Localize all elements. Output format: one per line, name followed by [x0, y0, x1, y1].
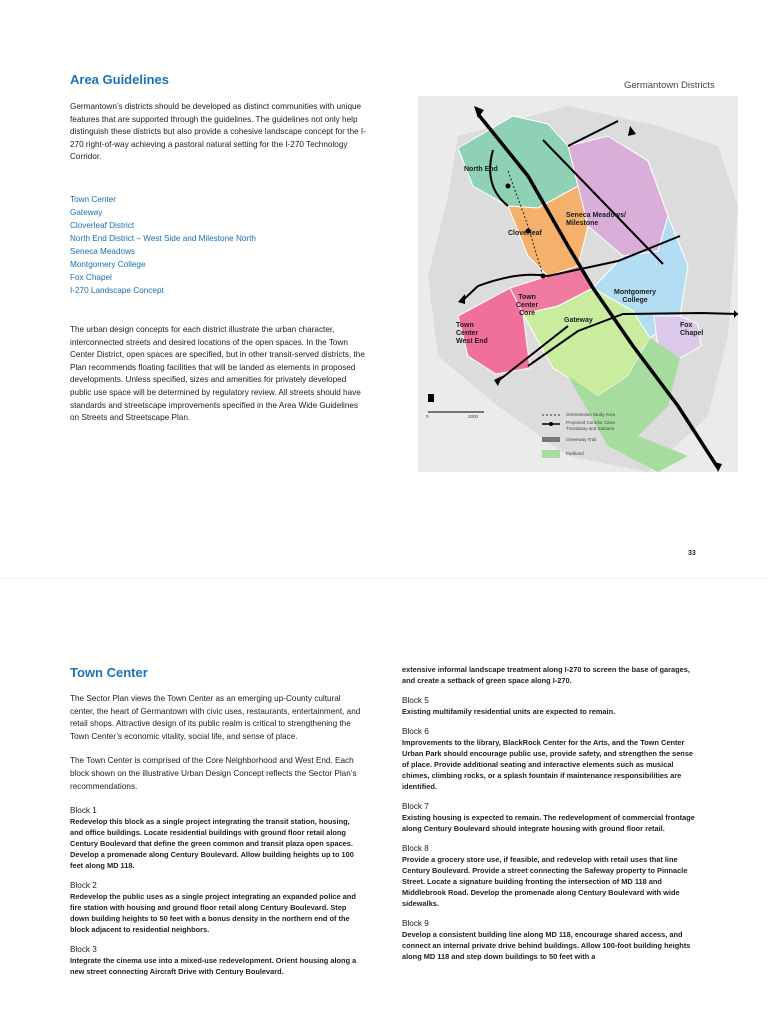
label-fox-chapel: [680, 322, 703, 338]
block-8-text: Provide a grocery store use, if feasible, and redevelop with retail uses that line Century Boulevard. Provide a street connecting the Safeway property to Pinnacle Street. Locate a signature building fronting the intersection of MD 118 and Middlebrook Road. Develop the promenade along Century Boulevard with wide sidewalks.: [402, 855, 688, 908]
label-college-line1: Montgomery: [614, 289, 656, 296]
transit-station: [541, 274, 546, 279]
legend-greenway: Greenway Trail: [566, 437, 597, 442]
label-seneca-line1: Seneca Meadows/: [566, 212, 626, 219]
germantown-districts-map: [418, 76, 738, 472]
scale-label-2000: 2000: [468, 414, 479, 419]
link-i270-landscape[interactable]: I-270 Landscape Concept: [70, 286, 164, 295]
link-north-end[interactable]: North End District – West Side and Milestone North: [70, 234, 256, 243]
transit-station: [506, 184, 511, 189]
legend-transit: Proposed Corridor Cities: [566, 420, 616, 425]
label-west-line2: Center: [456, 330, 479, 337]
label-college-line2: College: [622, 297, 648, 304]
block-3-label: Block 3: [70, 945, 97, 955]
page-34: [0, 580, 768, 1024]
block-7-text: Existing housing is expected to remain. The redevelopment of commercial frontage along Century Boulevard should integrate housing with ground floor retail.: [402, 813, 695, 833]
north-arrow-symbol: [428, 394, 434, 402]
label-montgomery-college: [614, 289, 656, 305]
body-paragraph: The urban design concepts for each district illustrate the urban character, interconnected streets and desired locations of the open spaces. In the Town Center District, open spaces are specified, but in other transit-served districts, the Plan recommends floating facilities that will be landed as elements in proposed developments. Unless specified, sizes and amenities for privately developed public use space will be determined by regulatory review. All streets should have standards and streetscape improvements specified in the Area Wide Guidelines on Streets and Streetscape Plan.: [70, 325, 365, 423]
link-montgomery-college[interactable]: Montgomery College: [70, 260, 146, 269]
label-core-line3: Core: [519, 310, 536, 317]
label-west-line3: West End: [456, 338, 488, 345]
block-3-text: Integrate the cinema use into a mixed-use redevelopment. Orient housing along a new street connecting Aircraft Drive with Century Boulevard.: [70, 956, 357, 977]
label-town-center-core: [516, 294, 538, 318]
link-town-center[interactable]: Town Center: [70, 195, 116, 204]
legend-station-dot: [549, 422, 553, 426]
block-6-text: Improvements to the library, BlackRock Center for the Arts, and the Town Center Urban Park should encourage public use, provide safety, and strengthen the sense of place. Provide additional seating and interactive elements such as musical chimes, climbing rocks, or a splash fountain if maintenance responsibilities are identified.: [402, 738, 694, 791]
block-2-text: Redevelop the public uses as a single project integrating an expanded police and fire station with housing and ground floor retail along Century Boulevard. Step down building heights to 50 feet with a bonus density in the northern end of the block adjacent to residential neighbors.: [70, 892, 356, 935]
block-9-label: Block 9: [402, 919, 429, 928]
block-6-label: Block 6: [402, 727, 429, 736]
intro-paragraph: Germantown’s districts should be developed as distinct communities with unique features that are supported through the guidelines. The guidelines not only help distinguish these districts but also provide a cohesive landscape concept for the I-270 right-of-way achieving a pastoral natural setting for the I-270 Technology Corridor.: [70, 102, 366, 162]
block-7-label: Block 7: [402, 802, 429, 811]
block-4-continuation: extensive informal landscape treatment along I-270 to screen the base of garages, and create a setback of green space along I-270.: [402, 665, 690, 685]
district-link-list: [70, 193, 370, 297]
label-seneca-line2: Milestone: [566, 220, 599, 227]
legend-stations: Transitway and Stations: [566, 426, 614, 431]
label-cloverleaf: Cloverleaf: [508, 230, 542, 237]
link-cloverleaf[interactable]: Cloverleaf District: [70, 221, 135, 230]
town-center-intro-2: The Town Center is comprised of the Core Neighborhood and West End. Each block shown on the illustrative Urban Design Concept reflects the Sector Plan’s recommendations.: [70, 756, 357, 791]
label-seneca-meadows: [566, 212, 626, 228]
page-number: 33: [688, 550, 696, 557]
town-center-intro-1: The Sector Plan views the Town Center as an emerging up-County cultural center, the heart of Germantown with civic uses, restaurants, entertainment, and retail shops. Attractive design of its public realm is critical to strengthening the Town Center’s economic vitality, social life, and sense of place.: [70, 694, 361, 741]
map-title: Germantown Districts: [624, 80, 715, 91]
scale-label-zero: 0: [426, 414, 429, 419]
legend-trail-symbol: [542, 437, 560, 442]
label-west-line1: Town: [456, 322, 474, 329]
block-1-label: Block 1: [70, 806, 97, 816]
link-fox-chapel[interactable]: Fox Chapel: [70, 273, 112, 282]
block-1-text: Redevelop this block as a single project integrating the transit station, housing, and office buildings. Locate residential buildings with ground floor retail along Century Boulevard that define the green common and transit plaza open spaces. Develop a promenade along Century Boulevard. Allow building heights up to 100 feet along MD 118.: [70, 817, 354, 871]
label-fox-line2: Chapel: [680, 330, 704, 337]
label-core-line1: Town: [518, 294, 536, 301]
link-seneca-meadows[interactable]: Seneca Meadows: [70, 247, 136, 256]
label-north-end: North End: [464, 166, 498, 173]
legend-parkland: Parkland: [566, 451, 584, 456]
legend-parkland-swatch: [542, 450, 560, 458]
right-column: [402, 664, 702, 971]
block-8-label: Block 8: [402, 844, 429, 853]
block-5-text: Existing multifamily residential units are expected to remain.: [402, 707, 616, 716]
block-9-text: Develop a consistent building line along MD 118, encourage shared access, and connect an internal private drive behind buildings. Allow 100-foot building heights along MD 118 and step down buildings to 50 feet with a: [402, 930, 691, 961]
block-5-label: Block 5: [402, 696, 429, 705]
left-column: [70, 693, 364, 986]
label-west-end: [456, 322, 488, 346]
legend-study-area: Germantown Study Area: [566, 412, 616, 417]
area-guidelines-heading: Area Guidelines: [70, 72, 169, 87]
town-center-heading: Town Center: [70, 665, 148, 680]
label-core-line2: Center: [516, 302, 539, 309]
link-gateway[interactable]: Gateway: [70, 208, 103, 217]
label-fox-line1: Fox: [680, 322, 693, 329]
label-gateway: Gateway: [564, 317, 593, 324]
block-2-label: Block 2: [70, 881, 97, 891]
page-divider: [0, 578, 768, 579]
